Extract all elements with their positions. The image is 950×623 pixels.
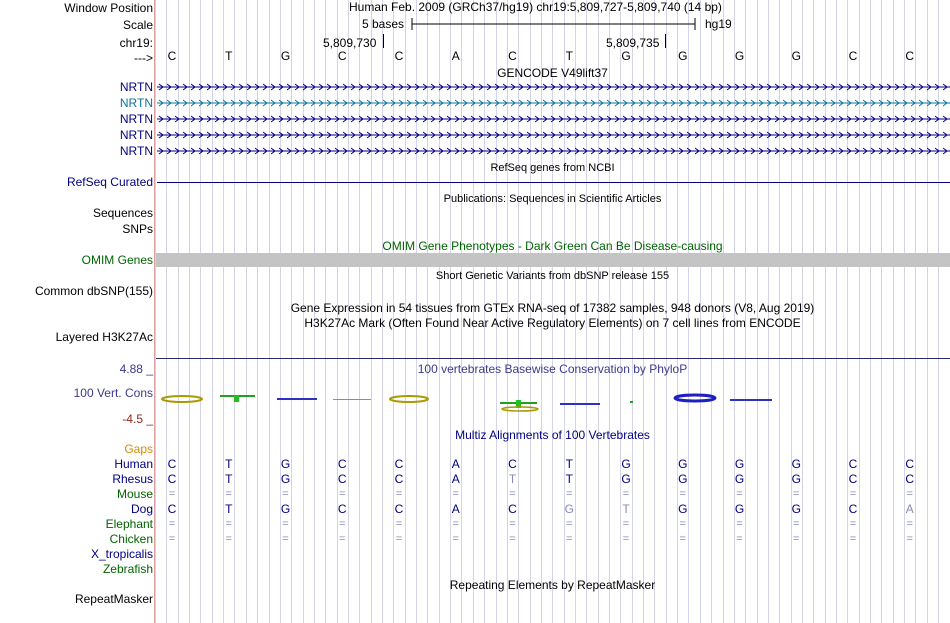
h3k27ac-title: H3K27Ac Mark (Often Found Near Active Regulatory Elements) on 7 cell lines from ENCODE xyxy=(304,316,801,330)
dbsnp-label[interactable]: Common dbSNP(155) xyxy=(34,284,153,298)
multiz-base: T xyxy=(565,472,573,486)
multiz-base: C xyxy=(167,457,177,471)
multiz-base: C xyxy=(508,502,517,516)
multiz-base: = xyxy=(452,533,459,545)
cons-logo-g4 xyxy=(730,399,772,401)
multiz-species-label[interactable]: Zebrafish xyxy=(102,562,153,576)
window-position-value: Human Feb. 2009 (GRCh37/hg19) chr19:5,809,727-5,809,740 (14 bp) xyxy=(349,0,722,14)
chrom-label: chr19: xyxy=(119,36,153,50)
multiz-base: C xyxy=(337,457,347,471)
sequence-base: T xyxy=(565,49,573,63)
gencode-transcript-line[interactable] xyxy=(157,98,950,108)
multiz-base: G xyxy=(621,472,631,486)
multiz-base: = xyxy=(339,518,346,530)
sequence-base: T xyxy=(225,49,233,63)
multiz-title: Multiz Alignments of 100 Vertebrates xyxy=(455,428,650,442)
multiz-base: = xyxy=(793,533,800,545)
sequence-base: G xyxy=(734,49,745,63)
multiz-base: = xyxy=(622,518,630,530)
conservation-label[interactable]: 100 Vert. Cons xyxy=(73,386,153,400)
multiz-base: = xyxy=(452,518,459,530)
multiz-species-label[interactable]: Elephant xyxy=(105,517,153,531)
scale-db: hg19 xyxy=(705,17,732,31)
multiz-base: = xyxy=(225,533,232,545)
cons-logo-t1-stem xyxy=(234,395,239,402)
multiz-base: C xyxy=(905,472,915,486)
multiz-base: C xyxy=(905,457,915,471)
multiz-base: = xyxy=(566,488,573,500)
multiz-base: = xyxy=(849,533,857,545)
cons-logo-g1 xyxy=(277,398,317,400)
multiz-base: C xyxy=(337,472,347,486)
multiz-base: T xyxy=(622,502,630,516)
multiz-species-label[interactable]: Chicken xyxy=(109,532,153,546)
h3k27ac-baseline xyxy=(156,358,950,359)
sequence-base: C xyxy=(167,49,177,63)
gencode-transcript-line[interactable] xyxy=(157,146,950,156)
refseq-label[interactable]: RefSeq Curated xyxy=(66,175,153,189)
gtex-title: Gene Expression in 54 tissues from GTEx RNA-seq of 17382 samples, 948 donors (V8, Aug 2019) xyxy=(290,301,815,315)
multiz-base: G xyxy=(734,472,745,486)
sequence-base: G xyxy=(621,49,631,63)
multiz-base: = xyxy=(622,533,630,545)
multiz-base: T xyxy=(225,502,233,516)
multiz-base: = xyxy=(566,533,573,545)
multiz-base: = xyxy=(282,488,289,500)
multiz-base: G xyxy=(678,502,688,516)
multiz-base: = xyxy=(906,533,913,545)
multiz-base: = xyxy=(509,488,516,500)
cons-logo-g3 xyxy=(675,395,715,401)
omim-label[interactable]: OMIM Genes xyxy=(81,253,153,267)
gencode-item-label[interactable]: NRTN xyxy=(119,128,153,142)
multiz-base: = xyxy=(736,488,743,500)
multiz-base: G xyxy=(280,457,291,471)
multiz-base: G xyxy=(280,502,291,516)
multiz-base: G xyxy=(734,457,745,471)
h3k27ac-label[interactable]: Layered H3K27Ac xyxy=(55,330,153,344)
conservation-title: 100 vertebrates Basewise Conservation by PhyloP xyxy=(417,362,688,376)
multiz-base: C xyxy=(167,502,177,516)
gencode-item-label[interactable]: NRTN xyxy=(119,80,153,94)
multiz-base: = xyxy=(395,518,403,530)
gaps-label[interactable]: Gaps xyxy=(124,442,153,456)
strand-label: ---> xyxy=(134,51,153,65)
publications-title: Publications: Sequences in Scientific Articles xyxy=(443,193,662,205)
gencode-item-label[interactable]: NRTN xyxy=(119,96,153,110)
gencode-transcript-line[interactable] xyxy=(157,130,950,140)
sequence-base: C xyxy=(508,49,517,63)
multiz-base: = xyxy=(395,488,403,500)
publications-label-1[interactable]: Sequences xyxy=(92,206,153,220)
multiz-base: = xyxy=(225,518,232,530)
multiz-base: G xyxy=(734,502,745,516)
multiz-base: C xyxy=(848,502,858,516)
multiz-base: = xyxy=(793,518,800,530)
multiz-base: T xyxy=(225,472,233,486)
coord-tick-mark-1 xyxy=(383,34,384,48)
multiz-base: = xyxy=(395,533,403,545)
coord-tick-mark-2 xyxy=(665,34,666,48)
sequence-row xyxy=(0,49,950,63)
coord-tick-1: 5,809,730 xyxy=(323,36,377,50)
multiz-base: A xyxy=(451,472,460,486)
multiz-base: = xyxy=(679,518,686,530)
multiz-base: G xyxy=(280,472,291,486)
dbsnp-title: Short Genetic Variants from dbSNP release 155 xyxy=(435,270,670,282)
cons-logo-c2 xyxy=(333,399,371,400)
gencode-transcript-line[interactable] xyxy=(157,114,950,124)
multiz-base: = xyxy=(225,488,232,500)
multiz-base: G xyxy=(678,472,688,486)
publications-label-2[interactable]: SNPs xyxy=(122,222,153,236)
multiz-base: = xyxy=(849,488,857,500)
multiz-base: = xyxy=(566,518,573,530)
multiz-base: T xyxy=(508,472,517,486)
sequence-base: C xyxy=(905,49,915,63)
multiz-base: = xyxy=(339,488,346,500)
repeatmasker-label[interactable]: RepeatMasker xyxy=(74,592,153,606)
sequence-base: G xyxy=(678,49,688,63)
multiz-base: = xyxy=(168,533,176,545)
gencode-title: GENCODE V49lift37 xyxy=(497,66,608,80)
omim-title: OMIM Gene Phenotypes - Dark Green Can Be Disease-causing xyxy=(382,239,723,253)
multiz-base: = xyxy=(282,533,289,545)
multiz-base: = xyxy=(736,518,743,530)
multiz-base: = xyxy=(793,488,800,500)
multiz-base: = xyxy=(168,488,176,500)
multiz-base: = xyxy=(452,488,459,500)
coord-tick-2: 5,809,735 xyxy=(606,36,660,50)
multiz-base: G xyxy=(791,457,801,471)
cons-logo-c1 xyxy=(162,396,202,402)
multiz-base: G xyxy=(564,502,574,516)
multiz-base: A xyxy=(451,457,460,471)
multiz-base: A xyxy=(451,502,460,516)
conservation-max: 4.88 _ xyxy=(119,362,153,376)
multiz-base: = xyxy=(339,533,346,545)
cons-logo-t3 xyxy=(630,401,633,403)
cons-logo-c3 xyxy=(390,396,428,402)
multiz-base: C xyxy=(848,472,858,486)
multiz-base: C xyxy=(848,457,858,471)
multiz-base: = xyxy=(509,518,516,530)
conservation-min: -4.5 _ xyxy=(122,412,153,426)
window-position-label: Window Position xyxy=(64,1,153,15)
multiz-base: = xyxy=(679,533,686,545)
multiz-base: = xyxy=(906,488,913,500)
cons-logo-g2 xyxy=(560,403,600,405)
multiz-base: = xyxy=(282,518,289,530)
sequence-base: G xyxy=(280,49,291,63)
sequence-base: C xyxy=(394,49,404,63)
multiz-base: G xyxy=(791,472,801,486)
multiz-base: = xyxy=(736,533,743,545)
refseq-title: RefSeq genes from NCBI xyxy=(490,162,615,174)
multiz-base: = xyxy=(509,533,516,545)
conservation-logo xyxy=(155,388,950,416)
sequence-base: A xyxy=(451,49,460,63)
multiz-species-label[interactable]: Mouse xyxy=(116,487,153,501)
sequence-base: C xyxy=(337,49,347,63)
multiz-species-label[interactable]: Rhesus xyxy=(112,472,153,486)
multiz-base: = xyxy=(622,488,630,500)
multiz-species-label[interactable]: Dog xyxy=(130,502,153,516)
cons-logo-c4 xyxy=(502,407,538,411)
repeatmasker-title: Repeating Elements by RepeatMasker xyxy=(449,578,656,592)
multiz-base: = xyxy=(168,518,176,530)
multiz-base: C xyxy=(394,472,404,486)
multiz-base: C xyxy=(337,502,347,516)
scale-bar xyxy=(410,16,700,32)
scale-label: Scale xyxy=(122,18,153,32)
multiz-base: C xyxy=(394,502,404,516)
multiz-base: G xyxy=(791,502,801,516)
multiz-base: = xyxy=(679,488,686,500)
multiz-base: C xyxy=(394,457,404,471)
gencode-transcript-line[interactable] xyxy=(157,82,950,92)
scale-text: 5 bases xyxy=(362,17,405,31)
omim-feature-bar[interactable] xyxy=(156,253,950,267)
refseq-gene-line[interactable] xyxy=(157,182,950,183)
multiz-base: A xyxy=(905,502,914,516)
gencode-item-label[interactable]: NRTN xyxy=(119,144,153,158)
multiz-base: C xyxy=(167,472,177,486)
multiz-species-label[interactable]: X_tropicalis xyxy=(90,547,153,561)
sequence-base: G xyxy=(791,49,801,63)
gencode-item-label[interactable]: NRTN xyxy=(119,112,153,126)
sequence-base: C xyxy=(848,49,858,63)
multiz-base: G xyxy=(678,457,688,471)
multiz-species-label[interactable]: Human xyxy=(114,457,153,471)
multiz-base: C xyxy=(508,457,517,471)
multiz-base: = xyxy=(906,518,913,530)
multiz-base: = xyxy=(849,518,857,530)
multiz-base: G xyxy=(621,457,631,471)
multiz-base: T xyxy=(225,457,233,471)
multiz-base: T xyxy=(565,457,573,471)
